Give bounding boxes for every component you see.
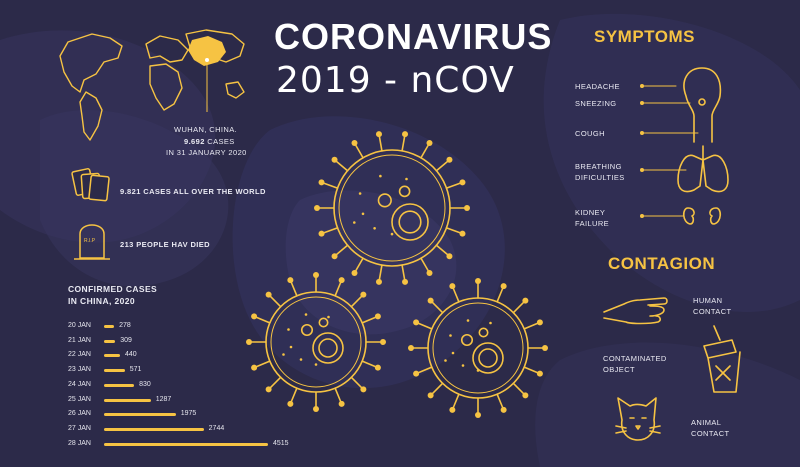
chart-title-line1: CONFIRMED CASES: [68, 284, 158, 294]
bar-value-label: 2744: [208, 424, 225, 432]
stat-world-cases: 9.821 CASES ALL OVER THE WORLD: [120, 187, 266, 196]
stat-deaths: 213 PEOPLE HAV DIED: [120, 240, 210, 249]
symptom-cough: COUGH: [575, 129, 605, 138]
chart-title-line2: IN CHINA, 2020: [68, 296, 136, 306]
bar-category-label: 27 JAN: [68, 424, 91, 432]
bar-category-label: 21 JAN: [68, 336, 91, 344]
symptom-kidney-2: FAILURE: [575, 219, 610, 228]
contagion-animal-2: CONTACT: [691, 429, 730, 438]
symptom-sneezing: SNEEZING: [575, 99, 617, 108]
origin-date: IN 31 JANUARY 2020: [166, 148, 247, 157]
page-subtitle: 2019 - nCOV: [276, 60, 515, 101]
bar-value-label: 4515: [273, 439, 289, 447]
bar-value-label: 1975: [180, 410, 197, 418]
bar-value-label: 571: [129, 366, 142, 374]
bar-category-label: 28 JAN: [68, 439, 91, 447]
cup-icon: [704, 326, 740, 392]
symptom-headache: HEADACHE: [575, 82, 620, 91]
page-title: CORONAVIRUS: [274, 16, 553, 57]
bar-category-label: 20 JAN: [68, 322, 91, 329]
bar-value-label: 309: [120, 336, 132, 344]
contagion-human: HUMAN: [693, 296, 723, 305]
contagion-title: CONTAGION: [608, 254, 716, 273]
contagion-object: CONTAMINATED: [603, 354, 667, 363]
bar-value-label: 830: [139, 380, 151, 388]
contagion-human-2: CONTACT: [693, 307, 732, 316]
bar-category-label: 22 JAN: [68, 351, 91, 359]
origin-cases-word: CASES: [207, 137, 235, 146]
contagion-animal: ANIMAL: [691, 418, 722, 427]
bar-value-label: 1287: [155, 395, 172, 403]
bar-value-label: 278: [119, 322, 131, 329]
hand-icon: [604, 298, 667, 324]
symptom-kidney: KIDNEY: [575, 208, 606, 217]
bar-category-label: 24 JAN: [68, 380, 91, 388]
bar-category-label: 26 JAN: [68, 410, 91, 418]
bar-value-label: 440: [124, 351, 137, 359]
contagion-object-2: OBJECT: [603, 365, 635, 374]
tombstone-text: R.I.P: [84, 238, 96, 244]
cat-icon: [616, 398, 660, 440]
origin-cases-number: 9.692: [184, 137, 205, 146]
bar-category-label: 23 JAN: [68, 366, 91, 374]
symptoms-title: SYMPTOMS: [594, 27, 695, 46]
bar-category-label: 25 JAN: [68, 395, 91, 403]
symptom-breathing: BREATHING: [575, 162, 622, 171]
symptom-breathing-2: DIFICULTIES: [575, 173, 625, 182]
origin-place: WUHAN, CHINA.: [174, 125, 238, 134]
